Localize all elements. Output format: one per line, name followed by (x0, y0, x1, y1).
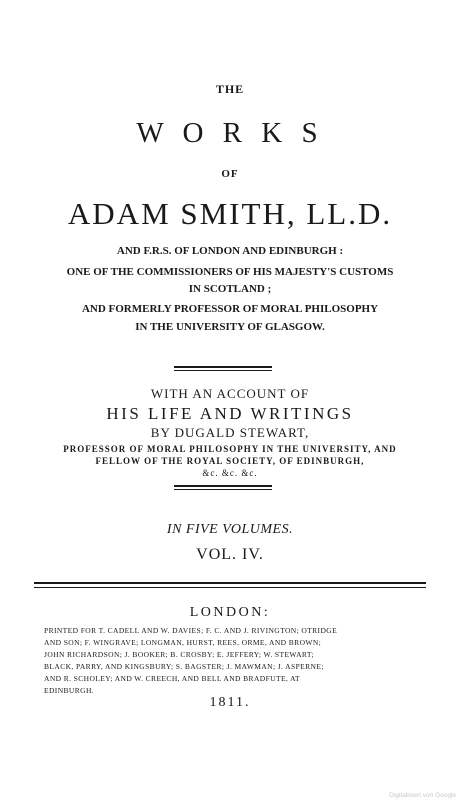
title-works: W O R K S (136, 117, 324, 149)
imprint-line-2: AND SON; F. WINGRAVE; LONGMAN, HURST, REES, ORME, AND BROWN; (44, 638, 322, 647)
digitization-watermark: Digitalisiert von Google (389, 792, 456, 799)
title-the: THE (215, 82, 245, 96)
title-of: OF (221, 168, 239, 180)
divider-rule-bottom-thick (34, 582, 426, 584)
account-line: WITH AN ACCOUNT OF (150, 386, 310, 401)
editor-title-line-2: FELLOW OF THE ROYAL SOCIETY, OF EDINBURGH, (95, 456, 365, 466)
volume-count: IN FIVE VOLUMES. (166, 522, 294, 537)
imprint-line-4: BLACK, PARRY, AND KINGSBURY; S. BAGSTER; J. MAWMAN; J. ASPERNE; (44, 662, 324, 671)
life-and-writings: HIS LIFE AND WRITINGS (106, 404, 354, 423)
editor-title-line-3: &c. &c. &c. (202, 468, 258, 478)
imprint-line-1: PRINTED FOR T. CADELL AND W. DAVIES; F. C. AND J. RIVINGTON; OTRIDGE (44, 626, 338, 635)
imprint-place: LONDON: (189, 605, 271, 620)
divider-rule-middle-thin (174, 489, 272, 490)
editor-title-line-1: PROFESSOR OF MORAL PHILOSOPHY IN THE UNIVERSITY, AND (63, 444, 397, 454)
divider-rule-bottom-thin (34, 587, 426, 588)
divider-rule-middle-thick (174, 485, 272, 487)
publication-year: 1811. (209, 695, 251, 710)
description-line-5: IN THE UNIVERSITY OF GLASGOW. (135, 321, 325, 333)
divider-rule-top-thick (174, 366, 272, 368)
author-name: ADAM SMITH, LL.D. (67, 196, 393, 231)
description-line-2: ONE OF THE COMMISSIONERS OF HIS MAJESTY'S CUSTOMS (66, 266, 394, 278)
description-line-1: AND F.R.S. OF LONDON AND EDINBURGH : (116, 245, 344, 257)
divider-rule-top-thin (174, 370, 272, 371)
description-line-4: AND FORMERLY PROFESSOR OF MORAL PHILOSOPHY (81, 303, 379, 315)
imprint-line-6: EDINBURGH. (44, 686, 95, 695)
editor-byline: BY DUGALD STEWART, (150, 425, 310, 440)
volume-number: VOL. IV. (196, 546, 264, 563)
imprint-line-5: AND R. SCHOLEY; AND W. CREECH, AND BELL AND BRADFUTE, AT (44, 674, 301, 683)
description-line-3: IN SCOTLAND ; (188, 283, 272, 295)
imprint-line-3: JOHN RICHARDSON; J. BOOKER; B. CROSBY; E. JEFFERY; W. STEWART; (44, 650, 314, 659)
